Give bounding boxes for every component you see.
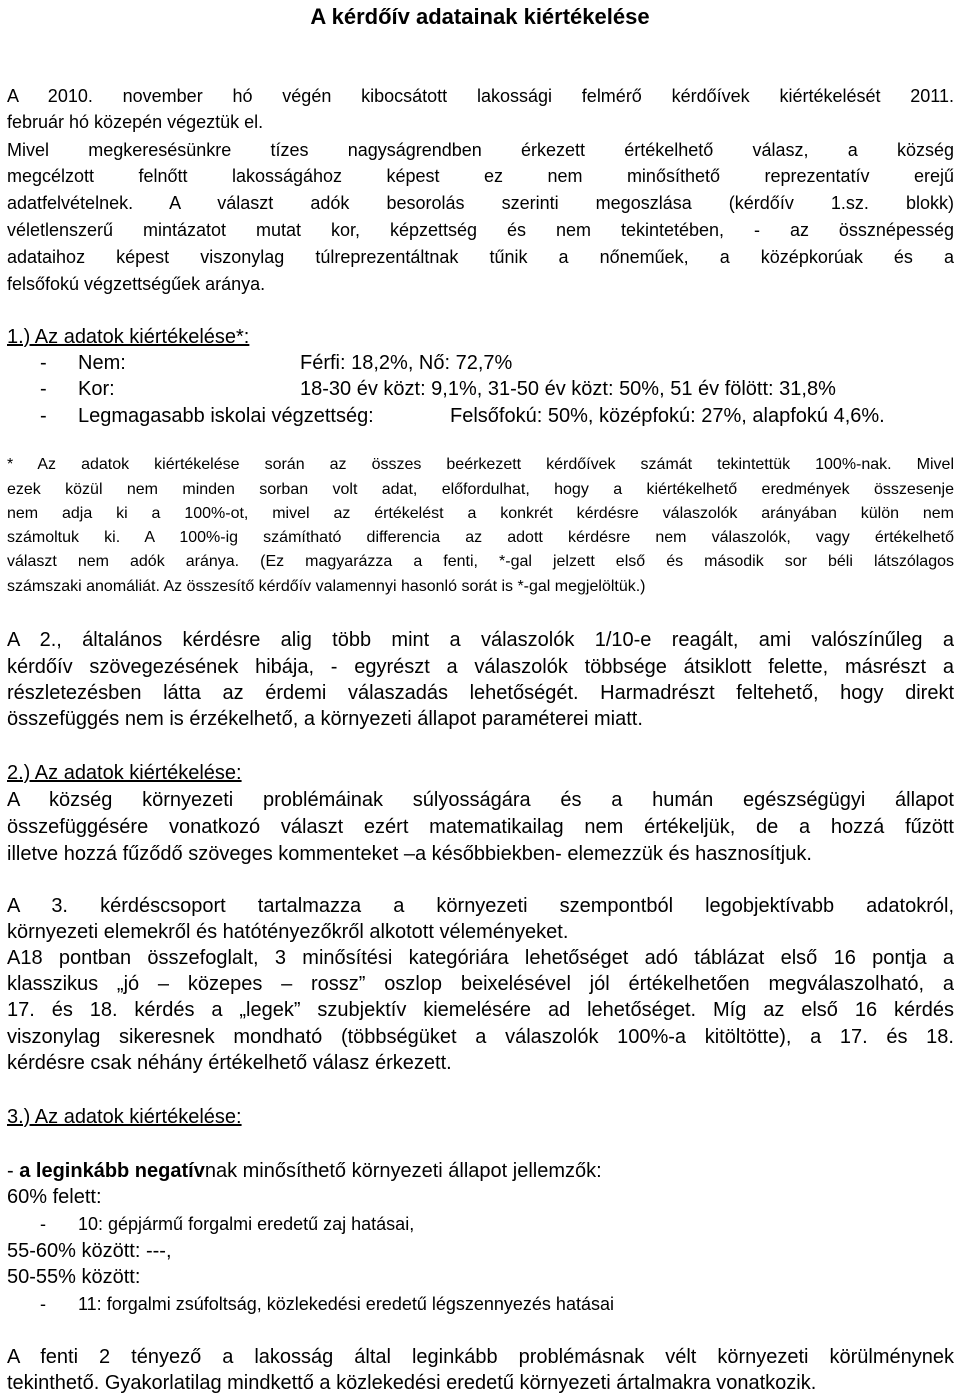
section2-line: illetve hozzá fűződő szöveges kommenteket –a későbbiekben- elemezzük és hasznosítjuk. <box>7 843 812 865</box>
intro-line: felsőfokú végzettségűek aránya. <box>7 274 266 294</box>
intro-line: megcélzott felnőtt lakosságához képest ez nem minősíthető reprezentatív erejű <box>7 166 954 186</box>
section2-heading: 2.) Az adatok kiértékelése: <box>7 762 242 784</box>
para-a3-line: klasszikus „jó – közepes – rossz” oszlop beixelésével jól értékelhetően megválaszolható, a <box>7 973 954 995</box>
group-item-text: 11: forgalmi zsúfoltság, közlekedési eredetű légszennyezés hatásai <box>78 1294 614 1314</box>
section1-heading: 1.) Az adatok kiértékelése*: <box>7 326 250 348</box>
section1-row-value: Férfi: 18,2%, Nő: 72,7% <box>300 352 513 374</box>
group-label: 50-55% között: <box>7 1266 141 1288</box>
para-a2-line: összefüggés nem is érzékelhető, a környezeti állapot paraméterei miatt. <box>7 708 643 730</box>
closing-line: tekinthető. Gyakorlatilag mindkettő a közlekedési eredetű környezeti ártalmakra vonatkozik. <box>7 1372 817 1394</box>
para-a3-line: viszonylag sikeresnek mondható (többségüket a válaszolók 100%-a kitöltötte), a 17. és 18. <box>7 1026 954 1048</box>
para-a3-line: környezeti elemekről és hatótényezőkről alkotott véleményeket. <box>7 921 569 943</box>
footnote-line: * Az adatok kiértékelése során az összes beérkezett kérdőívek számát tekintettük 100%-nak. Mivel <box>7 456 954 473</box>
section1-row-dash: - <box>40 405 47 427</box>
intro-line: véletlenszerű mintázatot mutat kor, képzettség és nem tekintetében, - az össznépesség <box>7 220 954 240</box>
footnote-line: számoltuk ki. A 100%-ig számítható differencia az adott kérdésre nem válaszolók, vagy értékelhető <box>7 529 954 546</box>
closing-line: A fenti 2 tényező a lakosság által leginkább problémásnak vélt környezeti körülménynek <box>7 1346 954 1368</box>
intro-line: Mivel megkeresésünkre tízes nagyságrendben érkezett értékelhető válasz, a község <box>7 140 954 160</box>
section1-row-dash: - <box>40 378 47 400</box>
section3-intro-rest: nak minősíthető környezeti állapot jellemzők: <box>204 1160 602 1182</box>
section1-row-label: Nem: <box>78 352 126 374</box>
section1-row-dash: - <box>40 352 47 374</box>
group-item-dash: - <box>40 1294 46 1314</box>
footnote-line: számszaki anomáliát. Az összesítő kérdőív valamennyi hasonló sorát is *-gal megjelöltük.) <box>7 578 646 595</box>
para-a3-line: kérdésre csak néhány értékelhető válasz érkezett. <box>7 1052 452 1074</box>
footnote-line: nem adja ki a 100%-ot, mivel az értékelést a konkrét kérdésre válaszolók arányában külön nem <box>7 505 954 522</box>
section2-line: A község környezeti problémáinak súlyosságára és a humán egészségügyi állapot <box>7 789 954 811</box>
section3-intro <box>7 1160 602 1183</box>
section3-heading: 3.) Az adatok kiértékelése: <box>7 1106 242 1128</box>
section3-intro-bold: a leginkább negatív <box>19 1160 205 1182</box>
para-a2-line: részletezésben látta az érdemi válaszadás lehetőségét. Harmadrészt feltehető, hogy direkt <box>7 682 954 704</box>
para-a3-line: A 3. kérdéscsoport tartalmazza a környezeti szempontból legobjektívabb adatokról, <box>7 895 954 917</box>
section1-row-value: 18-30 év közt: 9,1%, 31-50 év közt: 50%, 51 év fölött: 31,8% <box>300 378 836 400</box>
section3-intro-dash: - <box>7 1160 20 1182</box>
footnote-line: ezek közül nem minden sorban volt adat, előfordulhat, hogy a kiértékelhető eredmények összesenje <box>7 481 954 498</box>
document-title: A kérdőív adatainak kiértékelése <box>310 4 650 29</box>
group-item-dash: - <box>40 1214 46 1234</box>
intro-line: adataihoz képest viszonylag túlreprezentáltnak tűnik a nőneműek, a középkorúak és a <box>7 247 954 267</box>
intro-line: február hó közepén végeztük el. <box>7 112 264 132</box>
para-a3-line: A18 pontban összefoglalt, 3 minősítési kategóriára lehetőséget adó táblázat első 16 pontja a <box>7 947 954 969</box>
intro-line: A 2010. november hó végén kibocsátott lakossági felmérő kérdőívek kiértékelését 2011. <box>7 86 954 106</box>
section1-row-label: Kor: <box>78 378 115 400</box>
para-a3-line: 17. és 18. kérdés a „legek” szubjektív kiemelésére ad lehetőséget. Míg az első 16 kérdés <box>7 999 954 1021</box>
para-a2-line: A 2., általános kérdésre alig több mint a válaszolók 1/10-e reagált, ami valószínűleg a <box>7 629 954 651</box>
group-label: 60% felett: <box>7 1186 102 1208</box>
section2-line: összefüggésére vonatkozó választ ezért matematikailag nem értékeljük, de a hozzá fűzött <box>7 816 954 838</box>
group-label: 55-60% között: ---, <box>7 1240 172 1262</box>
footnote-line: választ nem adók aránya. (Ez magyarázza a fenti, *-gal jelzett első és második sor béli látszólagos <box>7 553 954 570</box>
group-item-text: 10: gépjármű forgalmi eredetű zaj hatásai, <box>78 1214 415 1234</box>
para-a2-line: kérdőív szövegezésének hibája, - egyrészt a válaszolók többsége átsiklott felette, másrészt a <box>7 656 954 678</box>
intro-line: adatfelvételnek. A választ adók besorolás szerinti megoszlása (kérdőív 1.sz. blokk) <box>7 193 954 213</box>
section1-row-label: Legmagasabb iskolai végzettség: <box>78 405 374 427</box>
section1-row-value: Felsőfokú: 50%, középfokú: 27%, alapfokú 4,6%. <box>450 405 885 427</box>
